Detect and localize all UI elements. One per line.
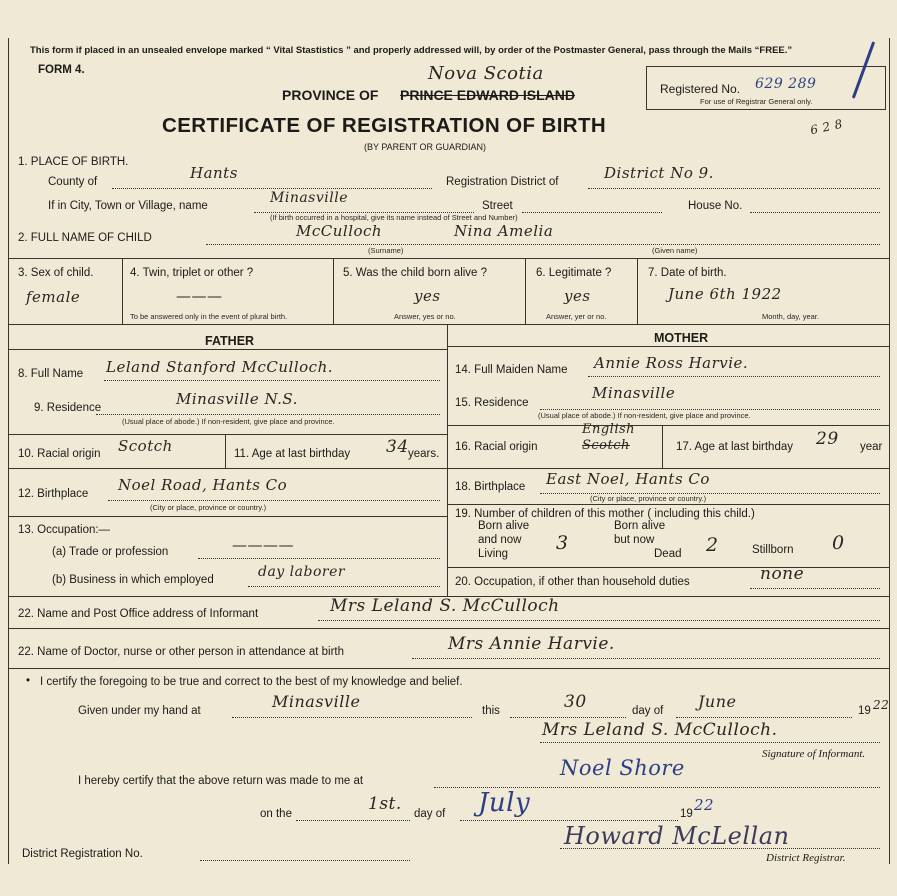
- father-residence-label: 9. Residence: [34, 402, 102, 414]
- father-birthplace-value: Noel Road, Hants Co: [118, 476, 288, 494]
- father-age-label: 11. Age at last birthday: [234, 448, 351, 460]
- alive-value: yes: [414, 287, 441, 305]
- father-name-value: Leland Stanford McCulloch.: [106, 358, 333, 376]
- trade-label: (a) Trade or profession: [52, 546, 169, 558]
- mother-birthplace-label: 18. Birthplace: [455, 481, 526, 493]
- mother-residence-label: 15. Residence: [455, 397, 529, 409]
- sex-value: female: [26, 288, 81, 306]
- mother-heading: MOTHER: [654, 331, 709, 345]
- alive-note: Answer, yes or no.: [394, 312, 456, 321]
- informant-signature: Mrs Leland S. McCulloch.: [542, 720, 778, 740]
- father-age-unit: years.: [408, 448, 440, 460]
- registrar-month: July: [478, 788, 531, 818]
- certify-day-label: day of: [632, 705, 664, 717]
- father-occupation-label: 13. Occupation:—: [18, 524, 111, 536]
- doctor-value: Mrs Annie Harvie.: [448, 634, 615, 654]
- mother-age-unit: year: [860, 441, 883, 453]
- legitimate-label: 6. Legitimate ?: [536, 267, 612, 279]
- this-label: this: [482, 705, 500, 717]
- mother-name-label: 14. Full Maiden Name: [455, 364, 568, 376]
- certify-bullet: •: [26, 675, 31, 687]
- children-label: 19. Number of children of this mother ( including this child.): [455, 508, 755, 520]
- legitimate-value: yes: [564, 287, 591, 305]
- stillborn-value: 0: [832, 532, 845, 554]
- twin-label: 4. Twin, triplet or other ?: [130, 267, 254, 279]
- stillborn-label: Stillborn: [752, 544, 794, 556]
- district-value: District No 9.: [604, 164, 714, 182]
- district-registration-label: District Registration No.: [22, 848, 143, 860]
- certify-month: June: [698, 692, 737, 711]
- certify-year-prefix: 19: [858, 705, 871, 717]
- father-birthplace-label: 12. Birthplace: [18, 488, 89, 500]
- left-border: [8, 38, 9, 864]
- date-note: Month, day, year.: [762, 312, 819, 321]
- father-residence-value: Minasville N.S.: [176, 390, 298, 408]
- father-racial-value: Scotch: [118, 437, 173, 455]
- registrar-text: I hereby certify that the above return was made to me at: [78, 775, 364, 787]
- mother-age-label: 17. Age at last birthday: [676, 441, 793, 453]
- mother-racial-label: 16. Racial origin: [455, 441, 538, 453]
- place-of-birth-label: 1. PLACE OF BIRTH.: [18, 156, 129, 168]
- born-alive-dead-1: Born alive: [614, 520, 666, 532]
- mother-residence-note: (Usual place of abode.) If non-resident, give place and province.: [538, 411, 751, 420]
- mother-birthplace-value: East Noel, Hants Co: [546, 470, 710, 488]
- date-value: June 6th 1922: [668, 285, 782, 303]
- dead-value: 2: [706, 534, 719, 556]
- child-given-name: Nina Amelia: [454, 222, 554, 240]
- county-label: County of: [48, 176, 98, 188]
- father-heading: FATHER: [205, 334, 255, 348]
- twin-note: To be answered only in the event of plural birth.: [130, 312, 288, 321]
- informant-value: Mrs Leland S. McCulloch: [330, 596, 560, 616]
- registered-label: Registered No.: [660, 82, 741, 96]
- date-label: 7. Date of birth.: [648, 267, 727, 279]
- sex-label: 3. Sex of child.: [18, 267, 94, 279]
- father-racial-label: 10. Racial origin: [18, 448, 101, 460]
- certificate-title: CERTIFICATE OF REGISTRATION OF BIRTH: [162, 114, 607, 137]
- living-label: Living: [478, 548, 509, 560]
- mother-name-value: Annie Ross Harvie.: [594, 354, 749, 372]
- certificate-subtitle: (BY PARENT OR GUARDIAN): [364, 142, 487, 152]
- dead-label: Dead: [654, 548, 682, 560]
- business-label: (b) Business in which employed: [52, 574, 214, 586]
- mother-age-value: 29: [816, 429, 839, 449]
- street-label: Street: [482, 200, 513, 212]
- alive-label: 5. Was the child born alive ?: [343, 267, 488, 279]
- born-alive-living-1: Born alive: [478, 520, 530, 532]
- mother-birthplace-note: (City or place, province or country.): [590, 494, 707, 503]
- father-residence-note: (Usual place of abode.) If non-resident, give place and province.: [122, 417, 335, 426]
- given-place: Minasville: [272, 692, 361, 711]
- registrar-signature: Howard McLellan: [564, 822, 790, 850]
- corner-pencil-mark: 6 2 8: [808, 116, 845, 138]
- father-age-value: 34: [386, 437, 409, 457]
- province-handwritten: Nova Scotia: [428, 63, 544, 84]
- mother-racial-struck: Scotch: [582, 438, 630, 453]
- city-label: If in City, Town or Village, name: [48, 200, 208, 212]
- mother-racial-value: English: [582, 422, 636, 437]
- hospital-note: (If birth occurred in a hospital, give its name instead of Street and Number): [270, 213, 518, 222]
- registered-number: 629 289: [755, 76, 817, 92]
- certify-day: 30: [564, 692, 587, 712]
- on-label: on the: [260, 808, 292, 820]
- county-value: Hants: [190, 164, 238, 182]
- house-label: House No.: [688, 200, 743, 212]
- informant-label: 22. Name and Post Office address of Informant: [18, 608, 259, 620]
- child-surname: McCulloch: [296, 222, 383, 240]
- father-birthplace-note: (City or place, province or country.): [150, 503, 267, 512]
- living-value: 3: [556, 532, 569, 554]
- city-value: Minasville: [270, 190, 348, 206]
- registrar-year: 22: [694, 796, 715, 814]
- trade-value: ————: [232, 536, 294, 554]
- district-label: Registration District of: [446, 176, 559, 188]
- given-label: Given under my hand at: [78, 705, 201, 717]
- certify-year: 22: [873, 698, 890, 712]
- form-number: FORM 4.: [38, 64, 85, 76]
- born-alive-living-2: and now: [478, 534, 522, 546]
- registrar-year-prefix: 19: [680, 808, 693, 820]
- province-struck: PRINCE EDWARD ISLAND: [400, 87, 576, 103]
- father-name-label: 8. Full Name: [18, 368, 84, 380]
- business-value: day laborer: [258, 564, 346, 580]
- given-name-note: (Given name): [652, 246, 698, 255]
- registered-note: For use of Registrar General only.: [700, 97, 813, 106]
- registrar-signature-label: District Registrar.: [766, 852, 846, 864]
- header-notice: This form if placed in an unsealed envelope marked “ Vital Stastistics ” and properly addressed will, by order of the Postmaster General, pass through the Mails “FREE.”: [30, 45, 793, 56]
- twin-value: ———: [176, 287, 223, 305]
- legitimate-note: Answer, yer or no.: [546, 312, 607, 321]
- informant-signature-label: Signature of Informant.: [762, 748, 866, 760]
- born-alive-dead-2: but now: [614, 534, 655, 546]
- registrar-day-label: day of: [414, 808, 446, 820]
- mother-residence-value: Minasville: [592, 384, 676, 402]
- mother-occupation-value: none: [760, 564, 805, 584]
- registrar-day: 1st.: [368, 794, 402, 814]
- mother-occupation-label: 20. Occupation, if other than household duties: [455, 576, 690, 588]
- certify-text: I certify the foregoing to be true and correct to the best of my knowledge and belief.: [40, 676, 463, 688]
- right-border: [889, 38, 890, 864]
- surname-note: (Surname): [368, 246, 404, 255]
- province-label: PROVINCE OF: [282, 87, 379, 103]
- child-name-label: 2. FULL NAME OF CHILD: [18, 232, 152, 244]
- registrar-place: Noel Shore: [560, 756, 685, 780]
- doctor-label: 22. Name of Doctor, nurse or other person in attendance at birth: [18, 646, 345, 658]
